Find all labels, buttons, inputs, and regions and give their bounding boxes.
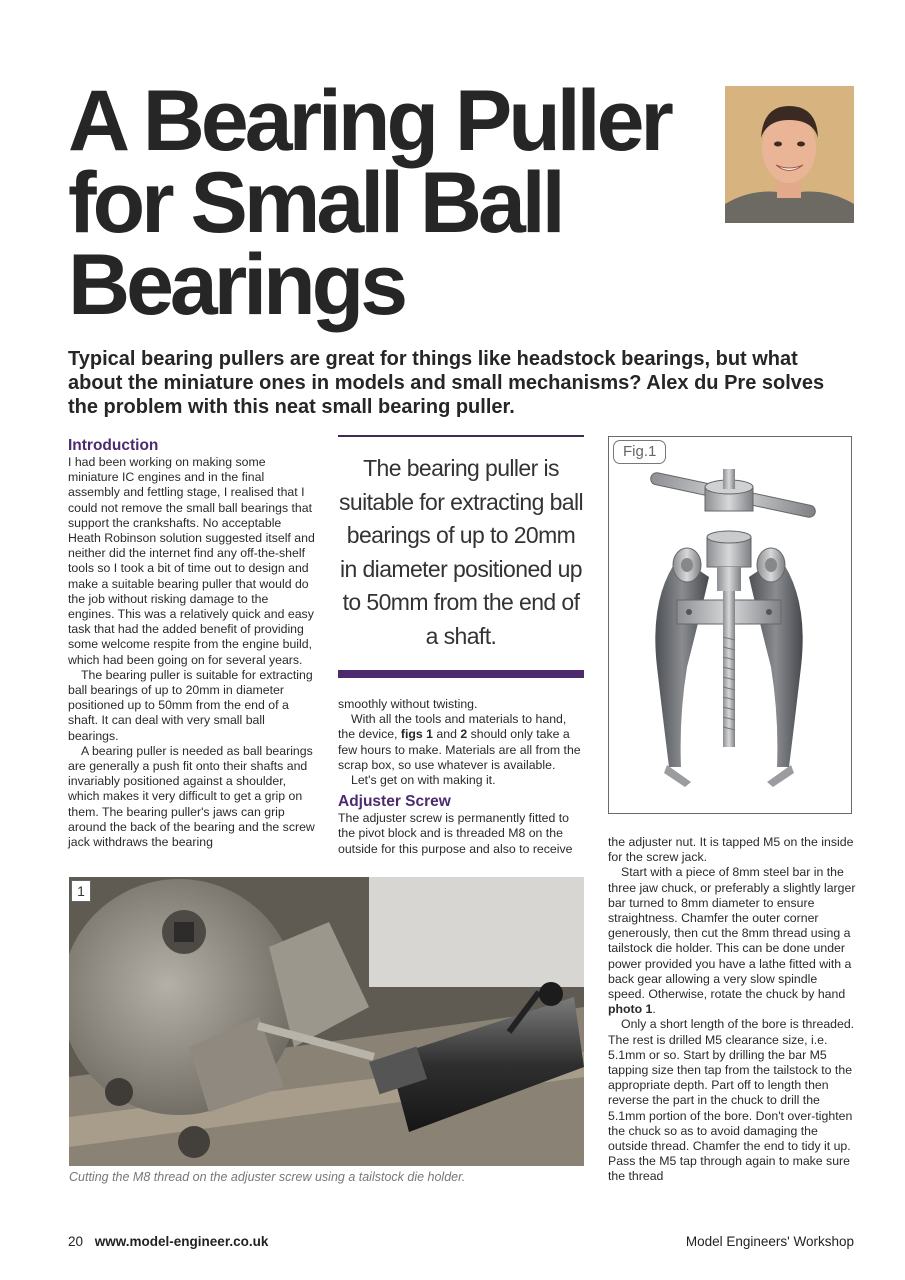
- paragraph: The bearing puller is suitable for extracting ball bearings of up to 20mm in diameter positioned up to 50mm from the end of a shaft. It can deal with very small ball bearings.: [68, 667, 313, 743]
- paragraph: Let's get on with making it.: [351, 773, 496, 788]
- column-2: [338, 697, 586, 857]
- heading-introduction: Introduction: [68, 437, 159, 454]
- paragraph: the adjuster nut. It is tapped M5 on the inside for the screw jack.: [608, 835, 854, 865]
- photo-caption: Cutting the M8 thread on the adjuster screw using a tailstock die holder.: [69, 1170, 466, 1184]
- figure-1: [608, 436, 852, 814]
- paragraph: I had been working on making some miniature IC engines and in the final assembly and fettling stage, I realised that I could not remove the small ball bearings that support the crankshafts. No acceptable Heath Robinson solution suggested itself and neither did the internet find any off-the-shelf tools so I took a bit of time out to design and make a suitable bearing puller that would do the job without risking damage to the engines. This was a relatively quick and easy task that had the added benefit of providing some welcome respite from the engine build, which had been going on for several years.: [68, 455, 315, 667]
- author-photo: [725, 86, 854, 223]
- pullquote: The bearing puller is suitable for extracting ball bearings of up to 20mm in diameter positioned up to 50mm from the end of a shaft.: [338, 455, 583, 649]
- paragraph: With all the tools and materials to hand, the device, figs 1 and 2 should only take a few hours to make. Materials are all from the scrap box, so use whatever is available.: [338, 712, 581, 772]
- column-1: [68, 437, 316, 850]
- article-title: [68, 73, 708, 333]
- title-line-3: Bearings: [68, 237, 405, 333]
- paragraph: smoothly without twisting.: [338, 697, 478, 711]
- pullquote-bottom-rule: [338, 670, 584, 678]
- heading-adjuster-screw: Adjuster Screw: [338, 793, 451, 811]
- bearing-puller-drawing: [609, 437, 851, 813]
- website-url: www.model-engineer.co.uk: [94, 1234, 269, 1249]
- paragraph: A bearing puller is needed as ball bearings are generally a push fit onto their shafts and invariably positioned against a shoulder, which makes it very difficult to get a grip on them. The bearing puller's jaws can grip around the back of the bearing and the screw jack withdraws the bearing: [68, 743, 315, 850]
- title-line-1: A Bearing Puller: [68, 73, 670, 169]
- paragraph: Only a short length of the bore is threaded. The rest is drilled M5 clearance size, i.e. 5.1mm or so. Start by drilling the bar M5 tapping size then tap from the tailstock to the appropriate depth. Part off to length then reverse the part in the chuck to drill the 5.1mm portion of the bore. Don't over-tighten the chuck so as to avoid damaging the outside thread. Chamfer the end to tidy it up. Pass the M5 tap through again to make sure the thread: [608, 1017, 855, 1184]
- title-line-2: for Small Ball: [68, 155, 562, 251]
- column-3: [608, 835, 856, 1185]
- figure-label: Fig.1: [613, 440, 666, 464]
- photo-1: [69, 877, 584, 1166]
- paragraph: Start with a piece of 8mm steel bar in the three jaw chuck, or preferably a slightly larger bar turned to 8mm diameter to ensure straightness. Chamfer the outer corner generously, then cut the 8mm thread using a tailstock die holder. This can be done under power provided you have a lathe fitted with a back gear allowing a very slow spindle speed. Otherwise, rotate the chuck by hand photo 1.: [608, 865, 856, 1017]
- standfirst: Typical bearing pullers are great for things like headstock bearings, but what about the miniature ones in models and small mechanisms? Alex du Pre solves the problem with this neat small bearing puller.: [68, 348, 825, 418]
- page-number: 20: [68, 1234, 84, 1249]
- magazine-name: Model Engineers' Workshop: [685, 1234, 854, 1249]
- paragraph: The adjuster screw is permanently fitted to the pivot block and is threaded M8 on the outside for this purpose and also to receive: [338, 811, 573, 856]
- footer-left: [68, 1233, 268, 1251]
- photo-label: 1: [71, 880, 91, 902]
- pullquote-top-rule: [338, 435, 584, 437]
